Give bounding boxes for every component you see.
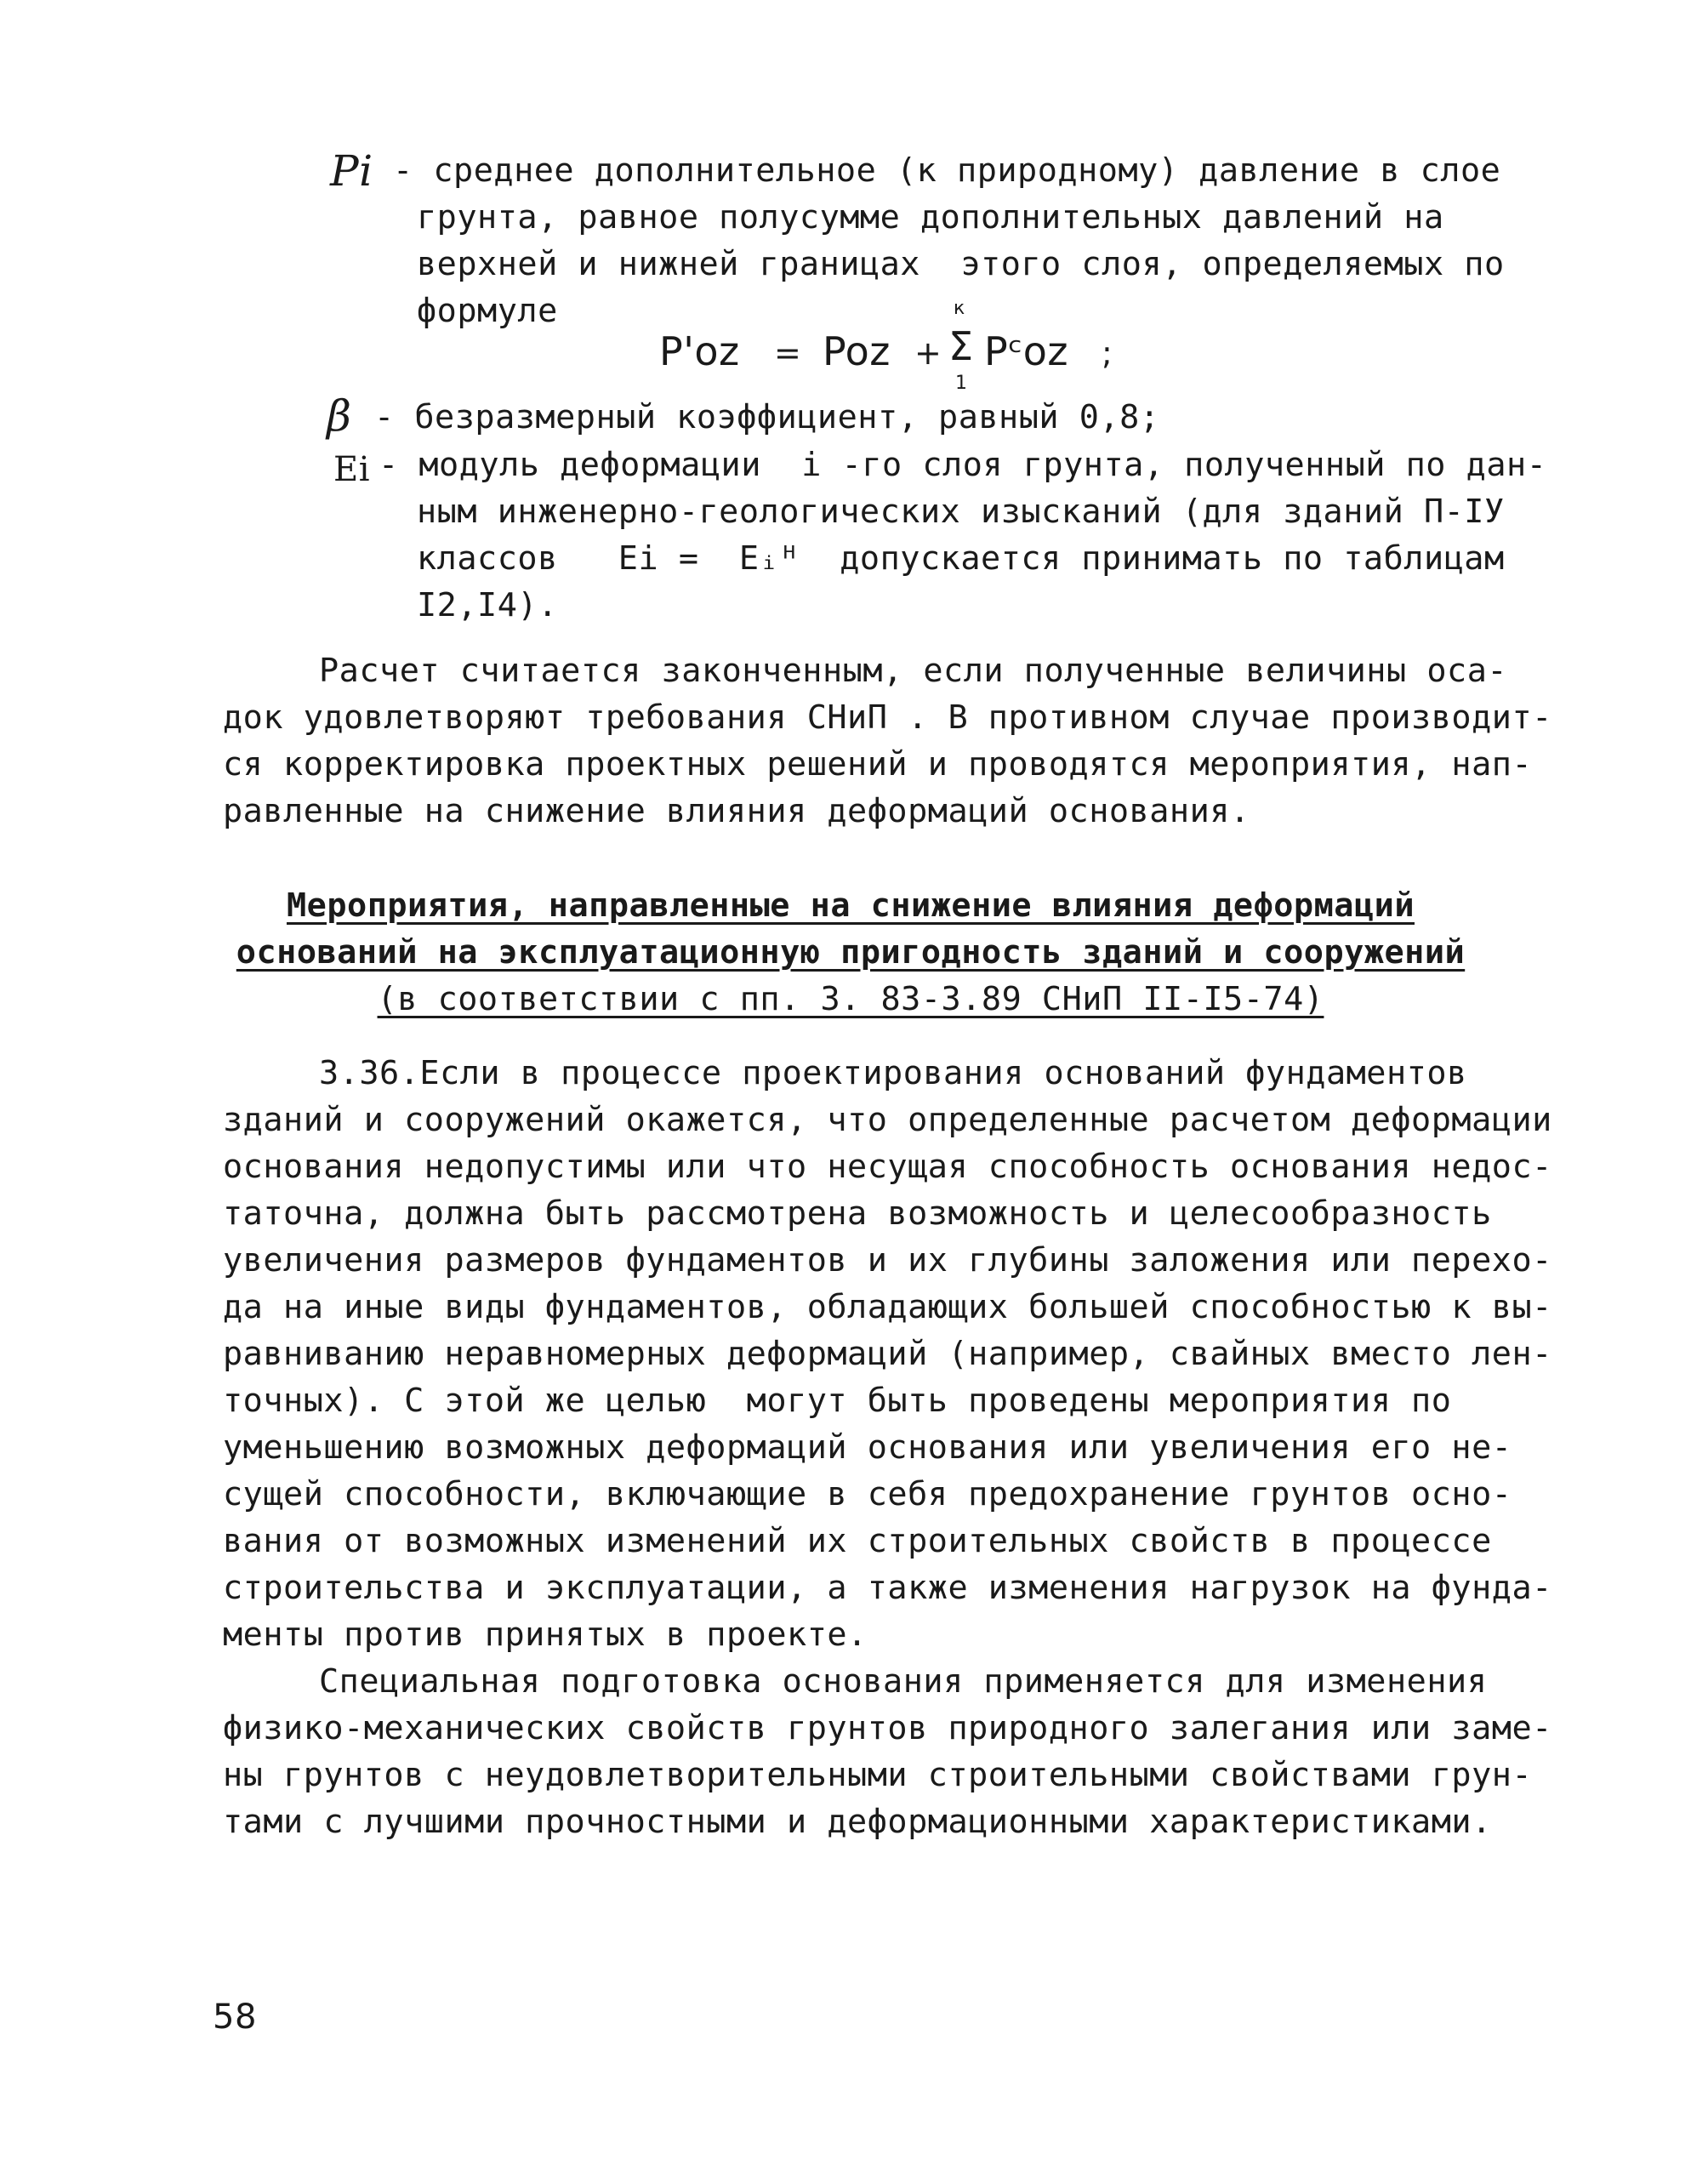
calc-para-line-4: равленные на снижение влияния деформаций основания. [223,792,1250,830]
formula-sum-sign: Σ [948,323,974,369]
calc-para-line-3: ся корректировка проектных решений и проводятся мероприятия, нап- [223,745,1533,784]
p-def-line-3: верхней и нижней границах этого слоя, определяемых по [417,245,1505,283]
formula-term-2: Pᶜoz [984,328,1069,374]
para-336-line-8: точных). С этой же целью могут быть проведены мероприятия по [223,1382,1452,1420]
para-336-line-2: зданий и сооружений окажется, что определенные расчетом деформации [223,1101,1552,1139]
e-def-line-1: - модуль деформации i -го слоя грунта, полученный по дан- [379,446,1547,484]
para-336-line-5: увеличения размеров фундаментов и их глубины заложения или перехо- [223,1241,1552,1279]
para-336-line-13: менты против принятых в проекте. [223,1616,868,1654]
para-336-line-6: да на иные виды фундаментов, обладающих большей способностью к вы- [223,1288,1552,1326]
e-def-line-3: классов Ei = Eᵢᴴ допускается принимать по таблицам [417,539,1505,578]
special-para-line-4: тами с лучшими прочностными и деформационными характеристиками. [223,1803,1492,1841]
p-i-symbol: Pi [330,146,373,196]
para-336-line-4: таточна, должна быть рассмотрена возможность и целесообразность [223,1194,1492,1233]
para-336-line-11: вания от возможных изменений их строительных свойств в процессе [223,1522,1492,1560]
beta-def-line: - безразмерный коэффициент, равный 0,8; [374,398,1160,436]
calc-para-line-2: док удовлетворяют требования СНиП . В противном случае производит- [223,698,1552,737]
e-i-symbol: Ei [333,450,370,489]
p-def-line-2: грунта, равное полусумме дополнительных давлений на [417,198,1444,237]
formula-equals: = [774,334,802,372]
para-336-line-3: основания недопустимы или что несущая способность основания недос- [223,1148,1552,1186]
para-336-line-12: строительства и эксплуатации, а также изменения нагрузок на фунда- [223,1569,1552,1607]
p-def-line-4: формуле [417,292,558,330]
formula-plus: + [914,334,942,372]
para-336-line-7: равниванию неравномерных деформаций (например, свайных вместо лен- [223,1335,1552,1373]
special-para-line-2: физико-механических свойств грунтов природного залегания или заме- [223,1709,1552,1747]
special-para-line-3: ны грунтов с неудовлетворительными строительными свойствами грун- [223,1756,1533,1794]
formula-term-1: Poz [823,328,891,374]
formula-lhs: P'oz [659,328,740,374]
formula-sum-upper: к [954,298,965,319]
page-number: 58 [213,1998,257,2037]
special-para-line-1: Специальная подготовка основания применяется для изменения [319,1662,1488,1701]
e-def-line-2: ным инженерно-геологических изысканий (для зданий П-IУ [417,493,1505,531]
section-heading-line-3 [153,980,1548,1018]
heading-text-1: Мероприятия, направленные на снижение влияния деформаций [286,886,1415,925]
pressure-formula [659,299,1136,402]
para-336-line-9: уменьшению возможных деформаций основания или увеличения его не- [223,1428,1512,1467]
beta-symbol: β [327,391,352,441]
section-heading-line-2 [153,933,1548,972]
section-heading-line-1 [153,886,1548,925]
e-def-line-4: I2,I4). [417,586,558,624]
para-336-line-10: сущей способности, включающие в себя предохранение грунтов осно- [223,1475,1512,1513]
para-336-line-1: 3.36.Если в процессе проектирования оснований фундаментов [319,1054,1467,1092]
formula-semicolon: ; [1102,334,1113,372]
heading-text-2: оснований на эксплуатационную пригодность зданий и сооружений [236,933,1466,972]
heading-text-3: (в соответствии с пп. 3. 83-3.89 СНиП II-I5-74) [377,980,1324,1018]
formula-sum-lower: 1 [955,373,968,394]
p-def-line-1: - среднее дополнительное (к природному) давление в слое [393,151,1501,190]
calc-para-line-1: Расчет считается законченным, если полученные величины оса- [319,652,1508,690]
